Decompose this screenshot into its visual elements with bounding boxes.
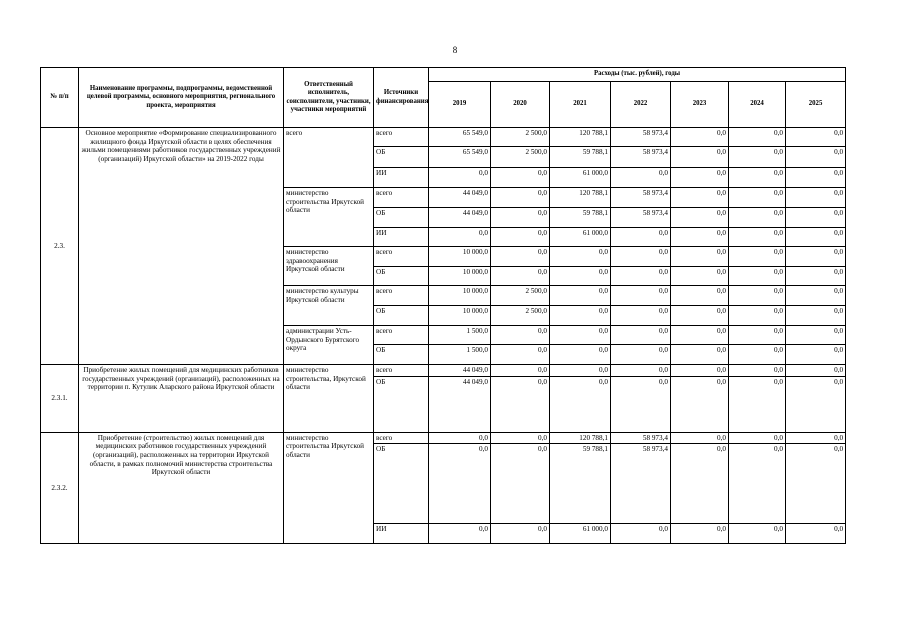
expense-value: 0,0 — [786, 345, 846, 365]
expense-value: 0,0 — [671, 247, 729, 267]
expense-value: 1 500,0 — [429, 326, 491, 345]
expense-value: 0,0 — [786, 365, 846, 377]
expense-value: 0,0 — [491, 524, 550, 544]
funding-source: всего — [374, 247, 429, 267]
expense-value: 0,0 — [786, 376, 846, 432]
expense-value: 120 788,1 — [550, 188, 611, 208]
expense-value: 0,0 — [671, 267, 729, 286]
expense-value: 0,0 — [491, 208, 550, 228]
expense-value: 2 500,0 — [491, 286, 550, 306]
expense-value: 0,0 — [729, 188, 786, 208]
expense-value: 0,0 — [429, 444, 491, 524]
expense-value: 0,0 — [729, 376, 786, 432]
expense-value: 0,0 — [729, 267, 786, 286]
expense-value: 0,0 — [550, 286, 611, 306]
expense-value: 120 788,1 — [550, 432, 611, 444]
funding-source: ОБ — [374, 306, 429, 326]
expense-value: 0,0 — [671, 432, 729, 444]
table-row — [41, 432, 846, 444]
funding-source: ОБ — [374, 208, 429, 228]
expense-value: 0,0 — [786, 228, 846, 247]
expense-value: 0,0 — [550, 345, 611, 365]
expense-value: 65 549,0 — [429, 128, 491, 147]
expense-value: 0,0 — [611, 345, 671, 365]
funding-source: ОБ — [374, 267, 429, 286]
expense-value: 58 973,4 — [611, 208, 671, 228]
expense-value: 61 000,0 — [550, 168, 611, 188]
expense-value: 44 049,0 — [429, 188, 491, 208]
responsible-party: министерство здравоохранения Иркутской области — [284, 247, 374, 286]
expense-value: 0,0 — [550, 267, 611, 286]
expense-value: 0,0 — [729, 286, 786, 306]
funding-source: всего — [374, 286, 429, 306]
expense-value: 0,0 — [429, 168, 491, 188]
responsible-party: администрации Усть-Ордынского Бурятского округа — [284, 326, 374, 365]
expense-value: 0,0 — [729, 524, 786, 544]
expense-value: 0,0 — [786, 147, 846, 168]
expense-value: 0,0 — [611, 376, 671, 432]
expense-value: 0,0 — [729, 168, 786, 188]
expense-value: 0,0 — [611, 365, 671, 377]
expense-value: 58 973,4 — [611, 128, 671, 147]
expense-value: 0,0 — [729, 247, 786, 267]
expense-value: 0,0 — [491, 267, 550, 286]
expense-value: 0,0 — [550, 326, 611, 345]
responsible-party: всего — [284, 128, 374, 188]
expense-value: 0,0 — [786, 188, 846, 208]
funding-source: ИИ — [374, 228, 429, 247]
header-name: Наименование программы, подпрограммы, ведомственной целевой программы, основного мероприятия, регионального проекта, мероприятия — [79, 68, 284, 128]
expense-value: 0,0 — [611, 267, 671, 286]
expense-value: 0,0 — [611, 524, 671, 544]
expense-value: 0,0 — [491, 247, 550, 267]
expense-value: 0,0 — [611, 168, 671, 188]
expense-value: 0,0 — [671, 168, 729, 188]
header-year: 2025 — [786, 82, 846, 128]
expense-value: 0,0 — [671, 128, 729, 147]
expense-value: 0,0 — [611, 306, 671, 326]
expense-value: 0,0 — [550, 376, 611, 432]
expense-value: 10 000,0 — [429, 267, 491, 286]
responsible-party: министерство строительства Иркутской области — [284, 432, 374, 544]
expense-value: 0,0 — [491, 432, 550, 444]
section-number: 2.3.1. — [41, 365, 79, 433]
expense-value: 0,0 — [729, 326, 786, 345]
header-source: Источники финансирования — [374, 68, 429, 128]
funding-source: ОБ — [374, 345, 429, 365]
expense-value: 0,0 — [671, 147, 729, 168]
expense-value: 0,0 — [729, 432, 786, 444]
expense-value: 58 973,4 — [611, 444, 671, 524]
expense-value: 0,0 — [786, 432, 846, 444]
table-row — [41, 128, 846, 147]
expense-value: 0,0 — [729, 306, 786, 326]
responsible-party: министерство культуры Иркутской области — [284, 286, 374, 326]
expense-value: 0,0 — [671, 444, 729, 524]
expense-value: 0,0 — [786, 444, 846, 524]
header-expenses: Расходы (тыс. рублей), годы — [429, 68, 846, 82]
expense-value: 0,0 — [729, 228, 786, 247]
header-num: № п/п — [41, 68, 79, 128]
expense-value: 0,0 — [671, 208, 729, 228]
funding-source: ИИ — [374, 168, 429, 188]
expense-value: 0,0 — [729, 128, 786, 147]
funding-source: всего — [374, 326, 429, 345]
expense-value: 0,0 — [611, 326, 671, 345]
expense-value: 0,0 — [729, 208, 786, 228]
funding-source: ОБ — [374, 444, 429, 524]
expense-value: 44 049,0 — [429, 365, 491, 377]
expense-value: 0,0 — [729, 345, 786, 365]
responsible-party: министерство строительства Иркутской области — [284, 188, 374, 247]
expense-value: 0,0 — [491, 365, 550, 377]
expense-value: 1 500,0 — [429, 345, 491, 365]
expense-value: 0,0 — [786, 128, 846, 147]
expense-value: 2 500,0 — [491, 147, 550, 168]
table-row — [41, 365, 846, 377]
section-name: Основное мероприятие «Формирование специализированного жилищного фонда Иркутской области в целях обеспечения жильми помещениями работников государственных учреждений (организаций) Иркутской области» на 2019-2022 годы — [79, 128, 284, 365]
expense-value: 0,0 — [729, 444, 786, 524]
expense-value: 0,0 — [671, 306, 729, 326]
expense-value: 0,0 — [671, 376, 729, 432]
funding-source: всего — [374, 365, 429, 377]
responsible-party: министерство строительства, Иркутской области — [284, 365, 374, 433]
expense-value: 0,0 — [491, 345, 550, 365]
section-name: Приобретение (строительство) жилых помещений для медицинских работников государственных учреждений (организаций), расположенных на территории Иркутской области, в рамках полномочий министерства строительства Иркутской области — [79, 432, 284, 544]
page-number: 8 — [452, 45, 458, 55]
expense-value: 61 000,0 — [550, 228, 611, 247]
expense-value: 0,0 — [671, 326, 729, 345]
expense-value: 0,0 — [671, 524, 729, 544]
expense-value: 0,0 — [786, 168, 846, 188]
header-year: 2023 — [671, 82, 729, 128]
expense-value: 0,0 — [429, 524, 491, 544]
header-year: 2022 — [611, 82, 671, 128]
funding-source: ОБ — [374, 376, 429, 432]
expense-value: 0,0 — [671, 188, 729, 208]
expense-value: 0,0 — [611, 247, 671, 267]
expense-value: 0,0 — [786, 208, 846, 228]
expense-value: 0,0 — [611, 286, 671, 306]
expense-value: 0,0 — [491, 188, 550, 208]
expense-value: 65 549,0 — [429, 147, 491, 168]
expense-value: 10 000,0 — [429, 286, 491, 306]
expense-value: 59 788,1 — [550, 208, 611, 228]
expense-value: 0,0 — [671, 228, 729, 247]
expense-value: 0,0 — [491, 376, 550, 432]
expense-value: 61 000,0 — [550, 524, 611, 544]
header-year: 2019 — [429, 82, 491, 128]
funding-source: всего — [374, 188, 429, 208]
expense-value: 2 500,0 — [491, 128, 550, 147]
expense-value: 0,0 — [671, 345, 729, 365]
expense-value: 0,0 — [786, 286, 846, 306]
expense-value: 0,0 — [550, 365, 611, 377]
expense-value: 59 788,1 — [550, 147, 611, 168]
expense-value: 120 788,1 — [550, 128, 611, 147]
expense-value: 0,0 — [671, 365, 729, 377]
header-year: 2021 — [550, 82, 611, 128]
expense-value: 0,0 — [429, 432, 491, 444]
expense-value: 44 049,0 — [429, 208, 491, 228]
section-number: 2.3.2. — [41, 432, 79, 544]
expense-value: 0,0 — [786, 306, 846, 326]
expense-value: 0,0 — [491, 168, 550, 188]
expense-value: 0,0 — [491, 444, 550, 524]
expense-value: 0,0 — [429, 228, 491, 247]
expense-value: 0,0 — [671, 286, 729, 306]
expense-value: 0,0 — [786, 326, 846, 345]
expense-value: 0,0 — [611, 228, 671, 247]
funding-source: ИИ — [374, 524, 429, 544]
expense-value: 58 973,4 — [611, 147, 671, 168]
table-body — [41, 128, 846, 544]
expense-value: 0,0 — [786, 247, 846, 267]
expense-value: 0,0 — [729, 365, 786, 377]
budget-table — [40, 67, 846, 544]
expense-value: 0,0 — [550, 247, 611, 267]
expense-value: 58 973,4 — [611, 432, 671, 444]
header-year: 2024 — [729, 82, 786, 128]
expense-value: 0,0 — [786, 524, 846, 544]
expense-value: 58 973,4 — [611, 188, 671, 208]
expense-value: 0,0 — [491, 326, 550, 345]
expense-value: 0,0 — [550, 306, 611, 326]
expense-value: 2 500,0 — [491, 306, 550, 326]
section-number: 2.3. — [41, 128, 79, 365]
expense-value: 10 000,0 — [429, 247, 491, 267]
header-responsible: Ответственный исполнитель, соисполнители, участники, участники мероприятий — [284, 68, 374, 128]
funding-source: ОБ — [374, 147, 429, 168]
section-name: Приобретение жилых помещений для медицинских работников государственных учреждений (организаций), расположенных на территории п. Кутулик Аларского района Иркутской области — [79, 365, 284, 433]
funding-source: всего — [374, 432, 429, 444]
expense-value: 0,0 — [786, 267, 846, 286]
funding-source: всего — [374, 128, 429, 147]
header-year: 2020 — [491, 82, 550, 128]
expense-value: 59 788,1 — [550, 444, 611, 524]
expense-value: 10 000,0 — [429, 306, 491, 326]
expense-value: 44 049,0 — [429, 376, 491, 432]
expense-value: 0,0 — [491, 228, 550, 247]
expense-value: 0,0 — [729, 147, 786, 168]
